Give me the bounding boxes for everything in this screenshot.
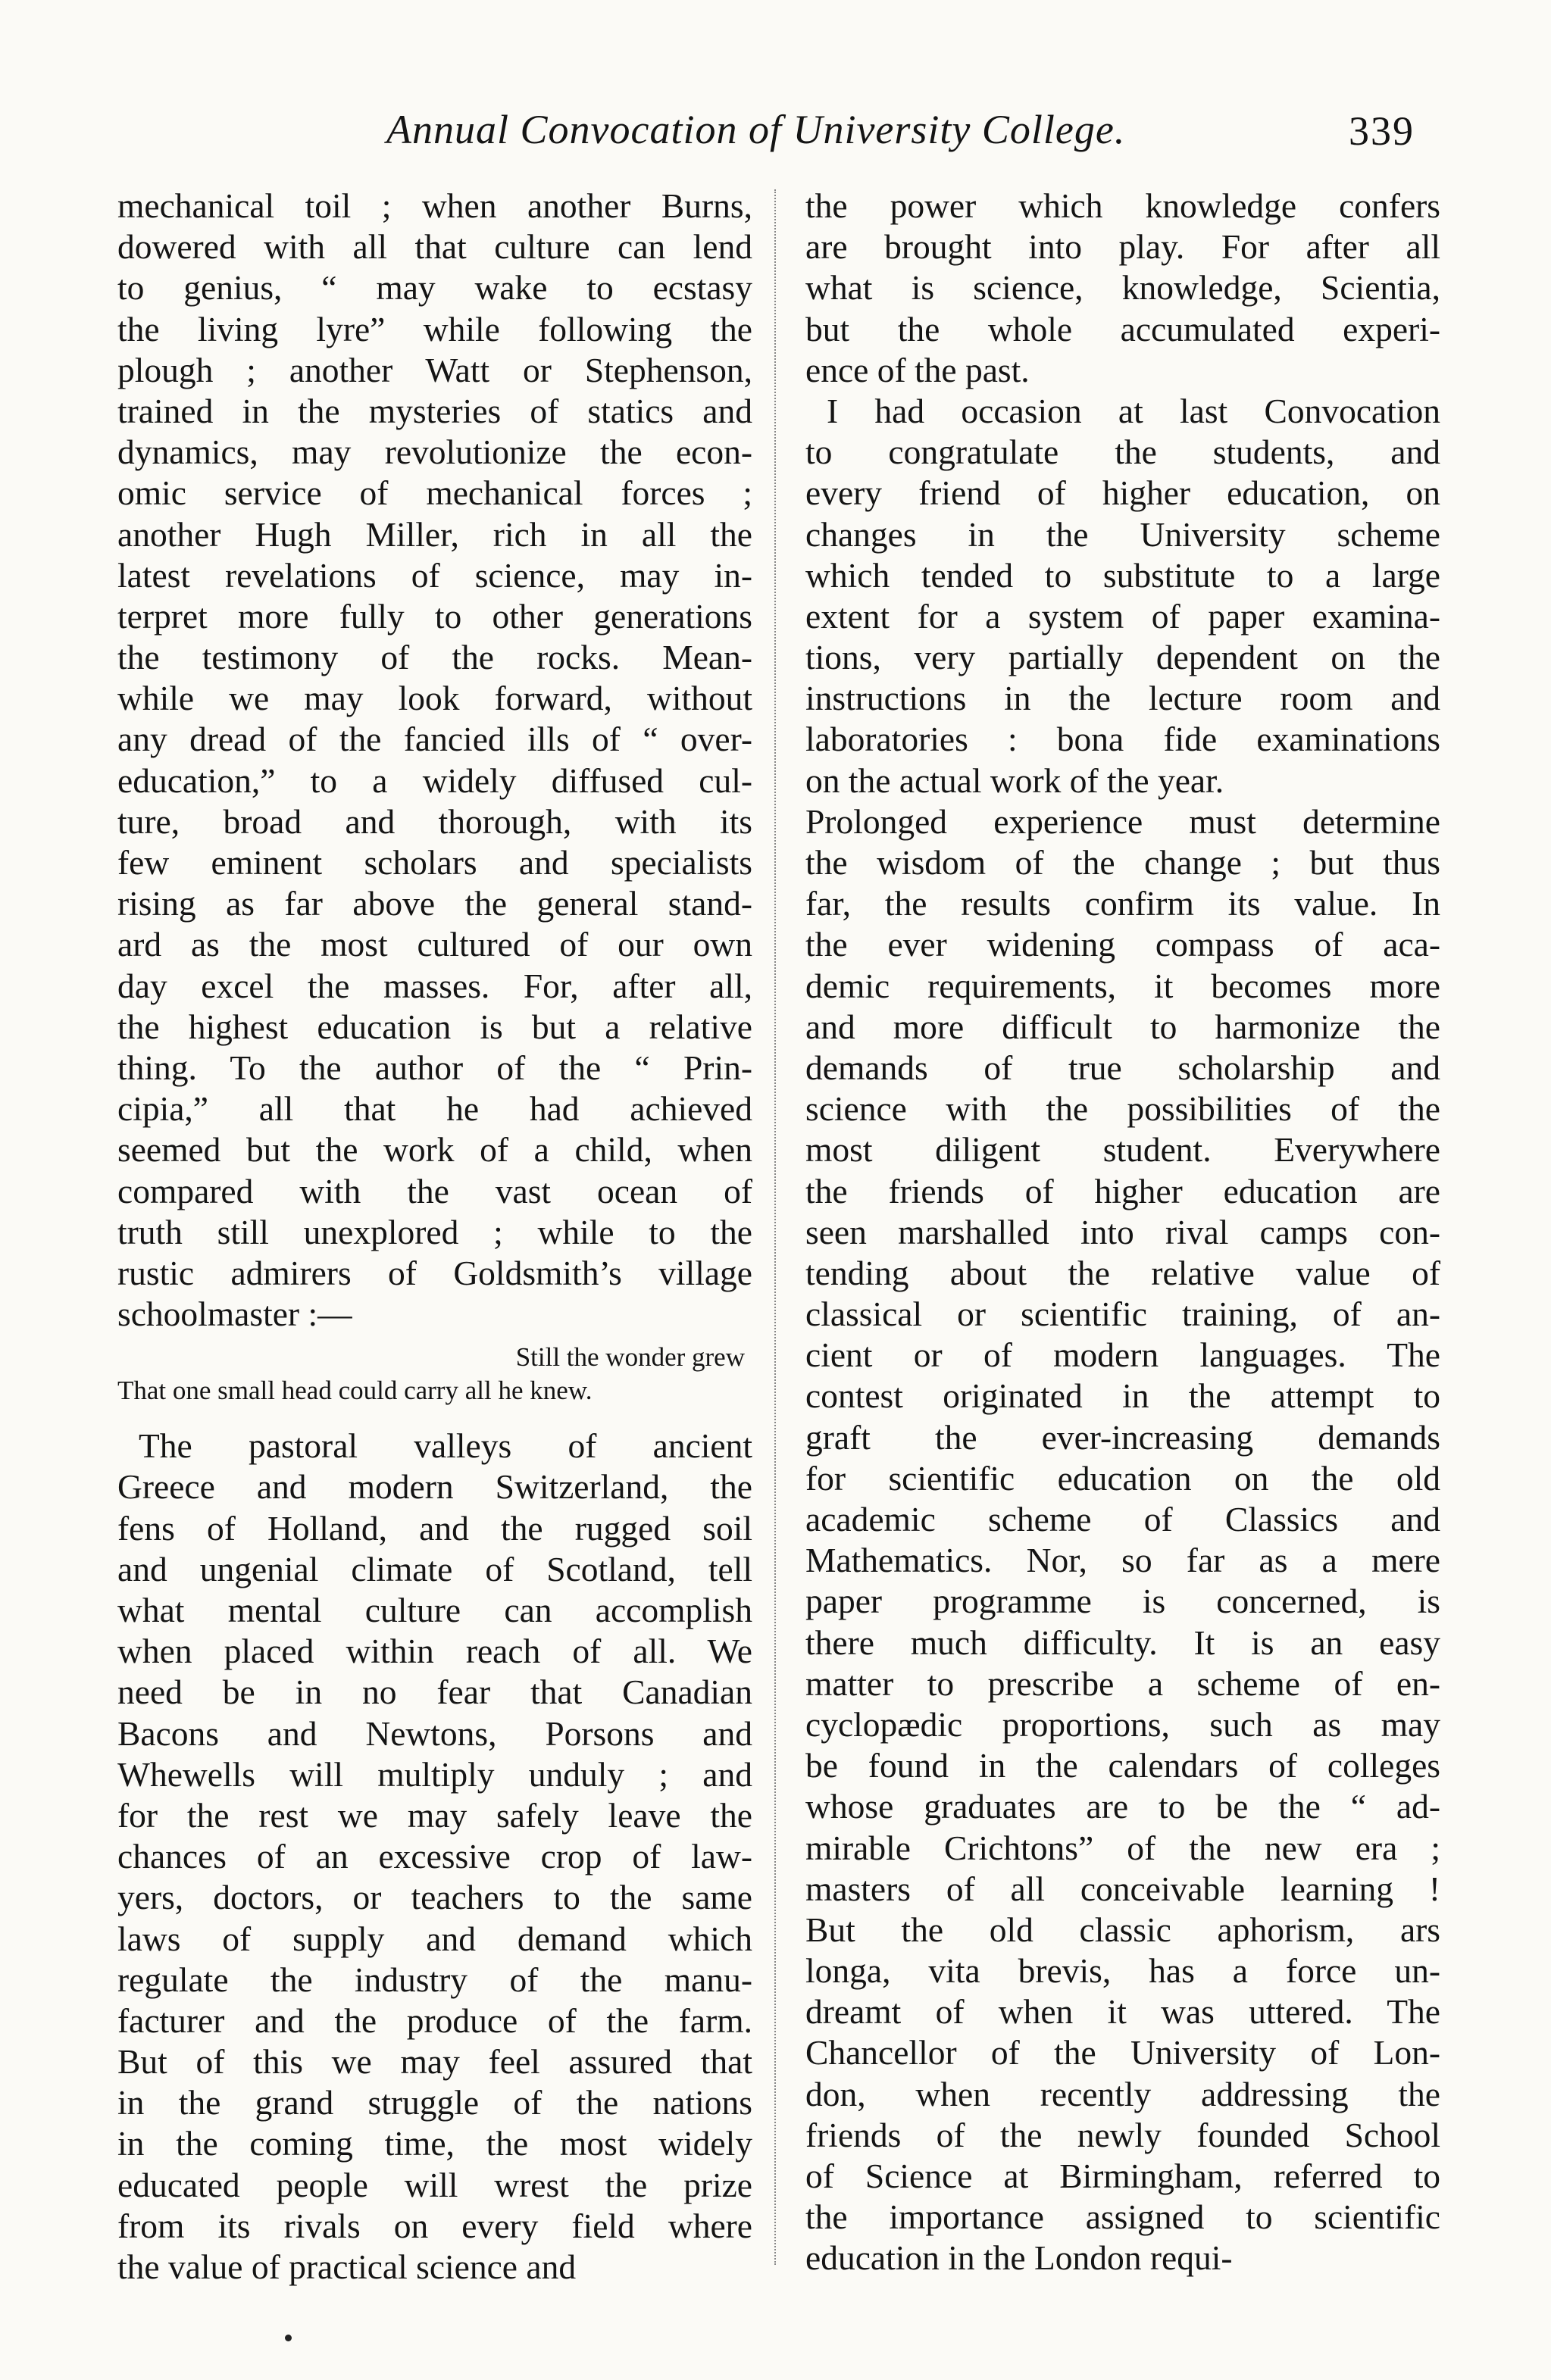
text-line: whose graduates are to be the “ ad- <box>805 1787 1440 1826</box>
text-line: most diligent student. Everywhere <box>805 1130 1440 1170</box>
text-line: academic scheme of Classics and <box>805 1500 1440 1538</box>
text-line: education,” to a widely diffused cul- <box>117 761 752 800</box>
text-line: what is science, knowledge, Scientia, <box>805 268 1440 308</box>
text-line: the power which knowledge confers <box>805 186 1440 225</box>
text-line: in the coming time, the most widely <box>117 2124 752 2163</box>
text-line: terpret more fully to other generations <box>117 596 752 636</box>
text-line: the testimony of the rocks. Mean- <box>117 638 752 677</box>
text-line: Prolonged experience must determine <box>805 801 1440 841</box>
text-line: cient or of modern languages. The <box>805 1335 1440 1375</box>
text-line: what mental culture can accomplish <box>117 1591 752 1629</box>
text-line: the importance assigned to scientific <box>805 2197 1440 2237</box>
text-line: thing. To the author of the “ Prin- <box>117 1048 752 1087</box>
text-line: yers, doctors, or teachers to the same <box>117 1878 752 1917</box>
text-line: fens of Holland, and the rugged soil <box>117 1508 752 1548</box>
text-line: cyclopædic proportions, such as may <box>805 1704 1440 1744</box>
text-line: tions, very partially dependent on the <box>805 638 1440 677</box>
text-line: omic service of mechanical forces ; <box>117 473 752 513</box>
text-line: the ever widening compass of aca- <box>805 925 1440 964</box>
page-number: 339 <box>1349 108 1415 154</box>
text-line: day excel the masses. For, after all, <box>117 966 752 1005</box>
text-line: from its rivals on every field where <box>117 2206 752 2245</box>
text-line: ence of the past. <box>805 350 1030 389</box>
printer-mark <box>285 2335 292 2341</box>
left-column <box>117 186 752 2288</box>
text-line: facturer and the produce of the farm. <box>117 2001 752 2040</box>
text-line: the living lyre” while following the <box>117 309 752 348</box>
text-line: and more difficult to harmonize the <box>805 1007 1440 1046</box>
text-line: compared with the vast ocean of <box>117 1171 752 1210</box>
text-line: longa, vita brevis, has a force un- <box>805 1951 1440 1991</box>
text-line: to congratulate the students, and <box>805 433 1440 472</box>
text-line: of Science at Birmingham, referred to <box>805 2157 1440 2195</box>
text-line: mechanical toil ; when another Burns, <box>117 186 752 225</box>
text-line: demands of true scholarship and <box>805 1048 1440 1087</box>
text-line: mirable Crichtons” of the new era ; <box>805 1828 1440 1867</box>
text-line: schoolmaster :— <box>117 1295 352 1334</box>
text-line: But the old classic aphorism, ars <box>805 1910 1440 1949</box>
text-line: ture, broad and thorough, with its <box>117 801 752 841</box>
text-line: for scientific education on the old <box>805 1458 1440 1498</box>
text-line: any dread of the fancied ills of “ over- <box>117 720 752 759</box>
text-line: but the whole accumulated experi- <box>805 309 1440 348</box>
text-line: extent for a system of paper examina- <box>805 596 1440 636</box>
text-line: when placed within reach of all. We <box>117 1632 752 1671</box>
text-line: paper programme is concerned, is <box>805 1582 1440 1621</box>
text-line: to genius, “ may wake to ecstasy <box>117 268 752 308</box>
text-line: trained in the mysteries of statics and <box>117 391 752 430</box>
text-line: need be in no fear that Canadian <box>117 1673 752 1712</box>
text-line: But of this we may feel assured that <box>117 2042 752 2082</box>
text-line: the highest education is but a relative <box>117 1007 752 1046</box>
left-text-block <box>117 186 752 1335</box>
text-line: for the rest we may safely leave the <box>117 1795 752 1835</box>
text-line: Chancellor of the University of Lon- <box>805 2033 1440 2072</box>
text-line: the friends of higher education are <box>805 1171 1440 1210</box>
text-line: laws of supply and demand which <box>117 1919 752 1958</box>
text-line: don, when recently addressing the <box>805 2074 1440 2113</box>
text-line: seen marshalled into rival camps con- <box>805 1212 1440 1251</box>
running-head: Annual Convocation of University College. <box>386 107 1126 152</box>
text-line: seemed but the work of a child, when <box>117 1130 752 1170</box>
text-line: rising as far above the general stand- <box>117 884 752 923</box>
right-text-block <box>805 186 1440 2279</box>
text-line: which tended to substitute to a large <box>805 555 1440 595</box>
text-line: rustic admirers of Goldsmith’s village <box>117 1253 752 1292</box>
right-column <box>805 186 1440 2279</box>
text-line: instructions in the lecture room and <box>805 679 1440 718</box>
verse-line-1: Still the wonder grew <box>515 1342 745 1373</box>
text-line: contest originated in the attempt to <box>805 1376 1440 1416</box>
text-line: in the grand struggle of the nations <box>117 2083 752 2122</box>
text-line: are brought into play. For after all <box>805 227 1440 267</box>
text-line: another Hugh Miller, rich in all the <box>117 514 752 554</box>
text-line: truth still unexplored ; while to the <box>117 1212 752 1251</box>
text-line: changes in the University scheme <box>805 514 1440 554</box>
text-line: dynamics, may revolutionize the econ- <box>117 433 752 472</box>
text-line: educated people will wrest the prize <box>117 2165 752 2204</box>
text-line: Mathematics. Nor, so far as a mere <box>805 1541 1440 1580</box>
column-divider <box>774 189 776 2265</box>
text-line: on the actual work of the year. <box>805 761 1224 800</box>
text-line: tending about the relative value of <box>805 1253 1440 1292</box>
text-line: Whewells will multiply unduly ; and <box>117 1754 752 1794</box>
text-line: chances of an excessive crop of law- <box>117 1837 752 1876</box>
text-line: dowered with all that culture can lend <box>117 227 752 267</box>
text-line: ard as the most cultured of our own <box>117 925 752 964</box>
text-line: far, the results confirm its value. In <box>805 884 1440 923</box>
text-line: demic requirements, it becomes more <box>805 966 1440 1005</box>
text-line: latest revelations of science, may in- <box>117 555 752 595</box>
text-line: The pastoral valleys of ancient <box>139 1426 752 1466</box>
text-line: plough ; another Watt or Stephenson, <box>117 350 752 389</box>
text-line: I had occasion at last Convocation <box>827 391 1440 430</box>
text-line: the wisdom of the change ; but thus <box>805 843 1440 882</box>
text-line: Greece and modern Switzerland, the <box>117 1467 752 1507</box>
page-header <box>0 106 1551 167</box>
text-line: science with the possibilities of the <box>805 1089 1440 1129</box>
text-line: and ungenial climate of Scotland, tell <box>117 1549 752 1588</box>
text-line: regulate the industry of the manu- <box>117 1960 752 1999</box>
text-line: matter to prescribe a scheme of en- <box>805 1663 1440 1703</box>
text-line: every friend of higher education, on <box>805 473 1440 513</box>
left-paragraph-block <box>117 1426 752 2288</box>
verse-quotation <box>117 1341 752 1407</box>
text-line: laboratories : bona fide examinations <box>805 720 1440 759</box>
text-line: classical or scientific training, of an- <box>805 1295 1440 1334</box>
text-line: friends of the newly founded School <box>805 2115 1440 2154</box>
text-line: few eminent scholars and specialists <box>117 843 752 882</box>
text-line: there much difficulty. It is an easy <box>805 1623 1440 1662</box>
text-line: dreamt of when it was uttered. The <box>805 1992 1440 2032</box>
text-line: education in the London requi- <box>805 2238 1233 2278</box>
text-line: cipia,” all that he had achieved <box>117 1089 752 1129</box>
text-line: masters of all conceivable learning ! <box>805 1869 1440 1908</box>
text-line: while we may look forward, without <box>117 679 752 718</box>
text-line: the value of practical science and <box>117 2247 577 2286</box>
verse-line-2: That one small head could carry all he knew. <box>117 1376 593 1406</box>
text-line: Bacons and Newtons, Porsons and <box>117 1713 752 1753</box>
text-line: graft the ever-increasing demands <box>805 1417 1440 1457</box>
text-line: be found in the calendars of colleges <box>805 1746 1440 1785</box>
